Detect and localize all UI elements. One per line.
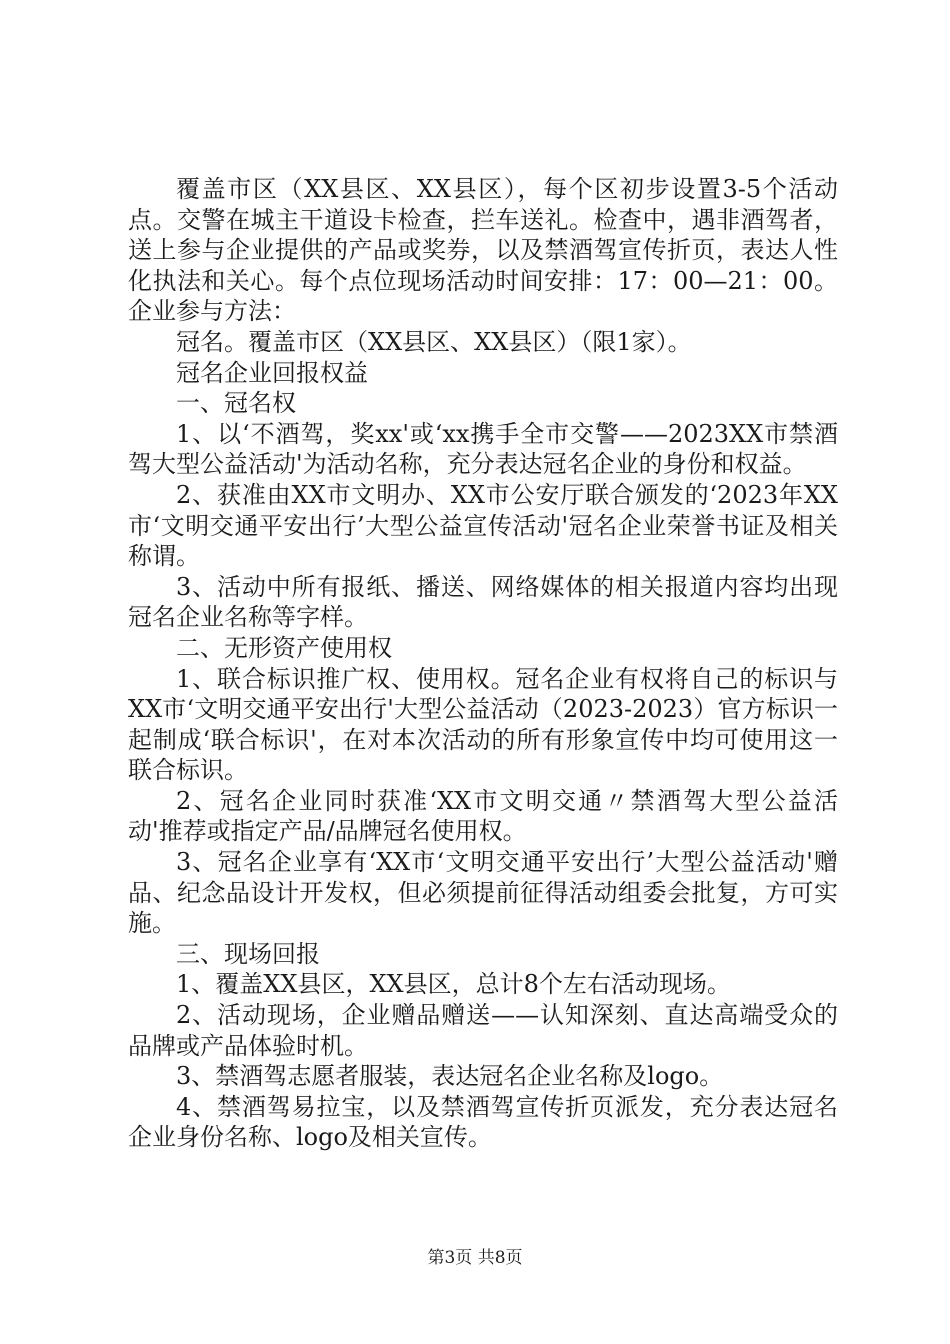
heading-onsite-returns: 三、现场回报 [176, 939, 320, 968]
paragraph-onsite-4: 4、禁酒驾易拉宝，以及禁酒驾宣传折页派发，充分表达冠名企业身份名称、logo及相关宣传。 [128, 1092, 838, 1152]
paragraph-intangible-1: 1、联合标识推广权、使用权。冠名企业有权将自己的标识与XX市‘文明交通平安出行'大型公益活动（2023-2023）官方标识一起制成‘联合标识'，在对本次活动的所有形象宣传中均可使用这一联合标识。 [128, 664, 838, 785]
paragraph-activity-overview: 覆盖市区（XX县区、XX县区），每个区初步设置3-5个活动点。交警在城主干道设卡检查，拦车送礼。检查中，遇非酒驾者，送上参与企业提供的产品或奖券，以及禁酒驾宣传折页，表达人性化执法和关心。每个点位现场活动时间安排：17：00—21：00。企业参与方法： [128, 175, 838, 326]
page-footer [0, 1243, 950, 1268]
paragraph-onsite-2: 2、活动现场，企业赠品赠送——认知深刻、直达高端受众的品牌或产品体验时机。 [128, 1001, 838, 1060]
heading-naming-rights: 一、冠名权 [176, 389, 296, 418]
paragraph-title-sponsorship: 冠名。覆盖市区（XX县区、XX县区）（限1家）。 [176, 327, 692, 356]
paragraph-onsite-3: 3、禁酒驾志愿者服装，表达冠名企业名称及logo。 [176, 1062, 724, 1091]
paragraph-naming-rights-1: 1、以‘不酒驾，奖xx'或‘xx携手全市交警——2023XX市禁酒驾大型公益活动'为活动名称，充分表达冠名企业的身份和权益。 [128, 419, 838, 479]
paragraph-onsite-1: 1、覆盖XX县区，XX县区，总计8个左右活动现场。 [176, 970, 731, 999]
heading-sponsor-benefits: 冠名企业回报权益 [176, 358, 368, 387]
paragraph-naming-rights-3: 3、活动中所有报纸、播送、网络媒体的相关报道内容均出现冠名企业名称等字样。 [128, 572, 838, 632]
paragraph-intangible-2: 2、冠名企业同时获准‘XX市文明交通〃禁酒驾大型公益活动'推荐或指定产品/品牌冠名使用权。 [128, 786, 838, 846]
page-number-label: 第3页 共8页 [427, 1248, 523, 1268]
paragraph-intangible-3: 3、冠名企业享有‘XX市‘文明交通平安出行’大型公益活动'赠品、纪念品设计开发权，但必须提前征得活动组委会批复，方可实施。 [128, 848, 838, 938]
heading-intangible-assets: 二、无形资产使用权 [176, 633, 392, 662]
document-body [128, 174, 838, 1153]
paragraph-naming-rights-2: 2、获准由XX市文明办、XX市公安厅联合颁发的‘2023年XX市‘文明交通平安出行’大型公益宣传活动'冠名企业荣誉书证及相关称谓。 [128, 480, 838, 571]
